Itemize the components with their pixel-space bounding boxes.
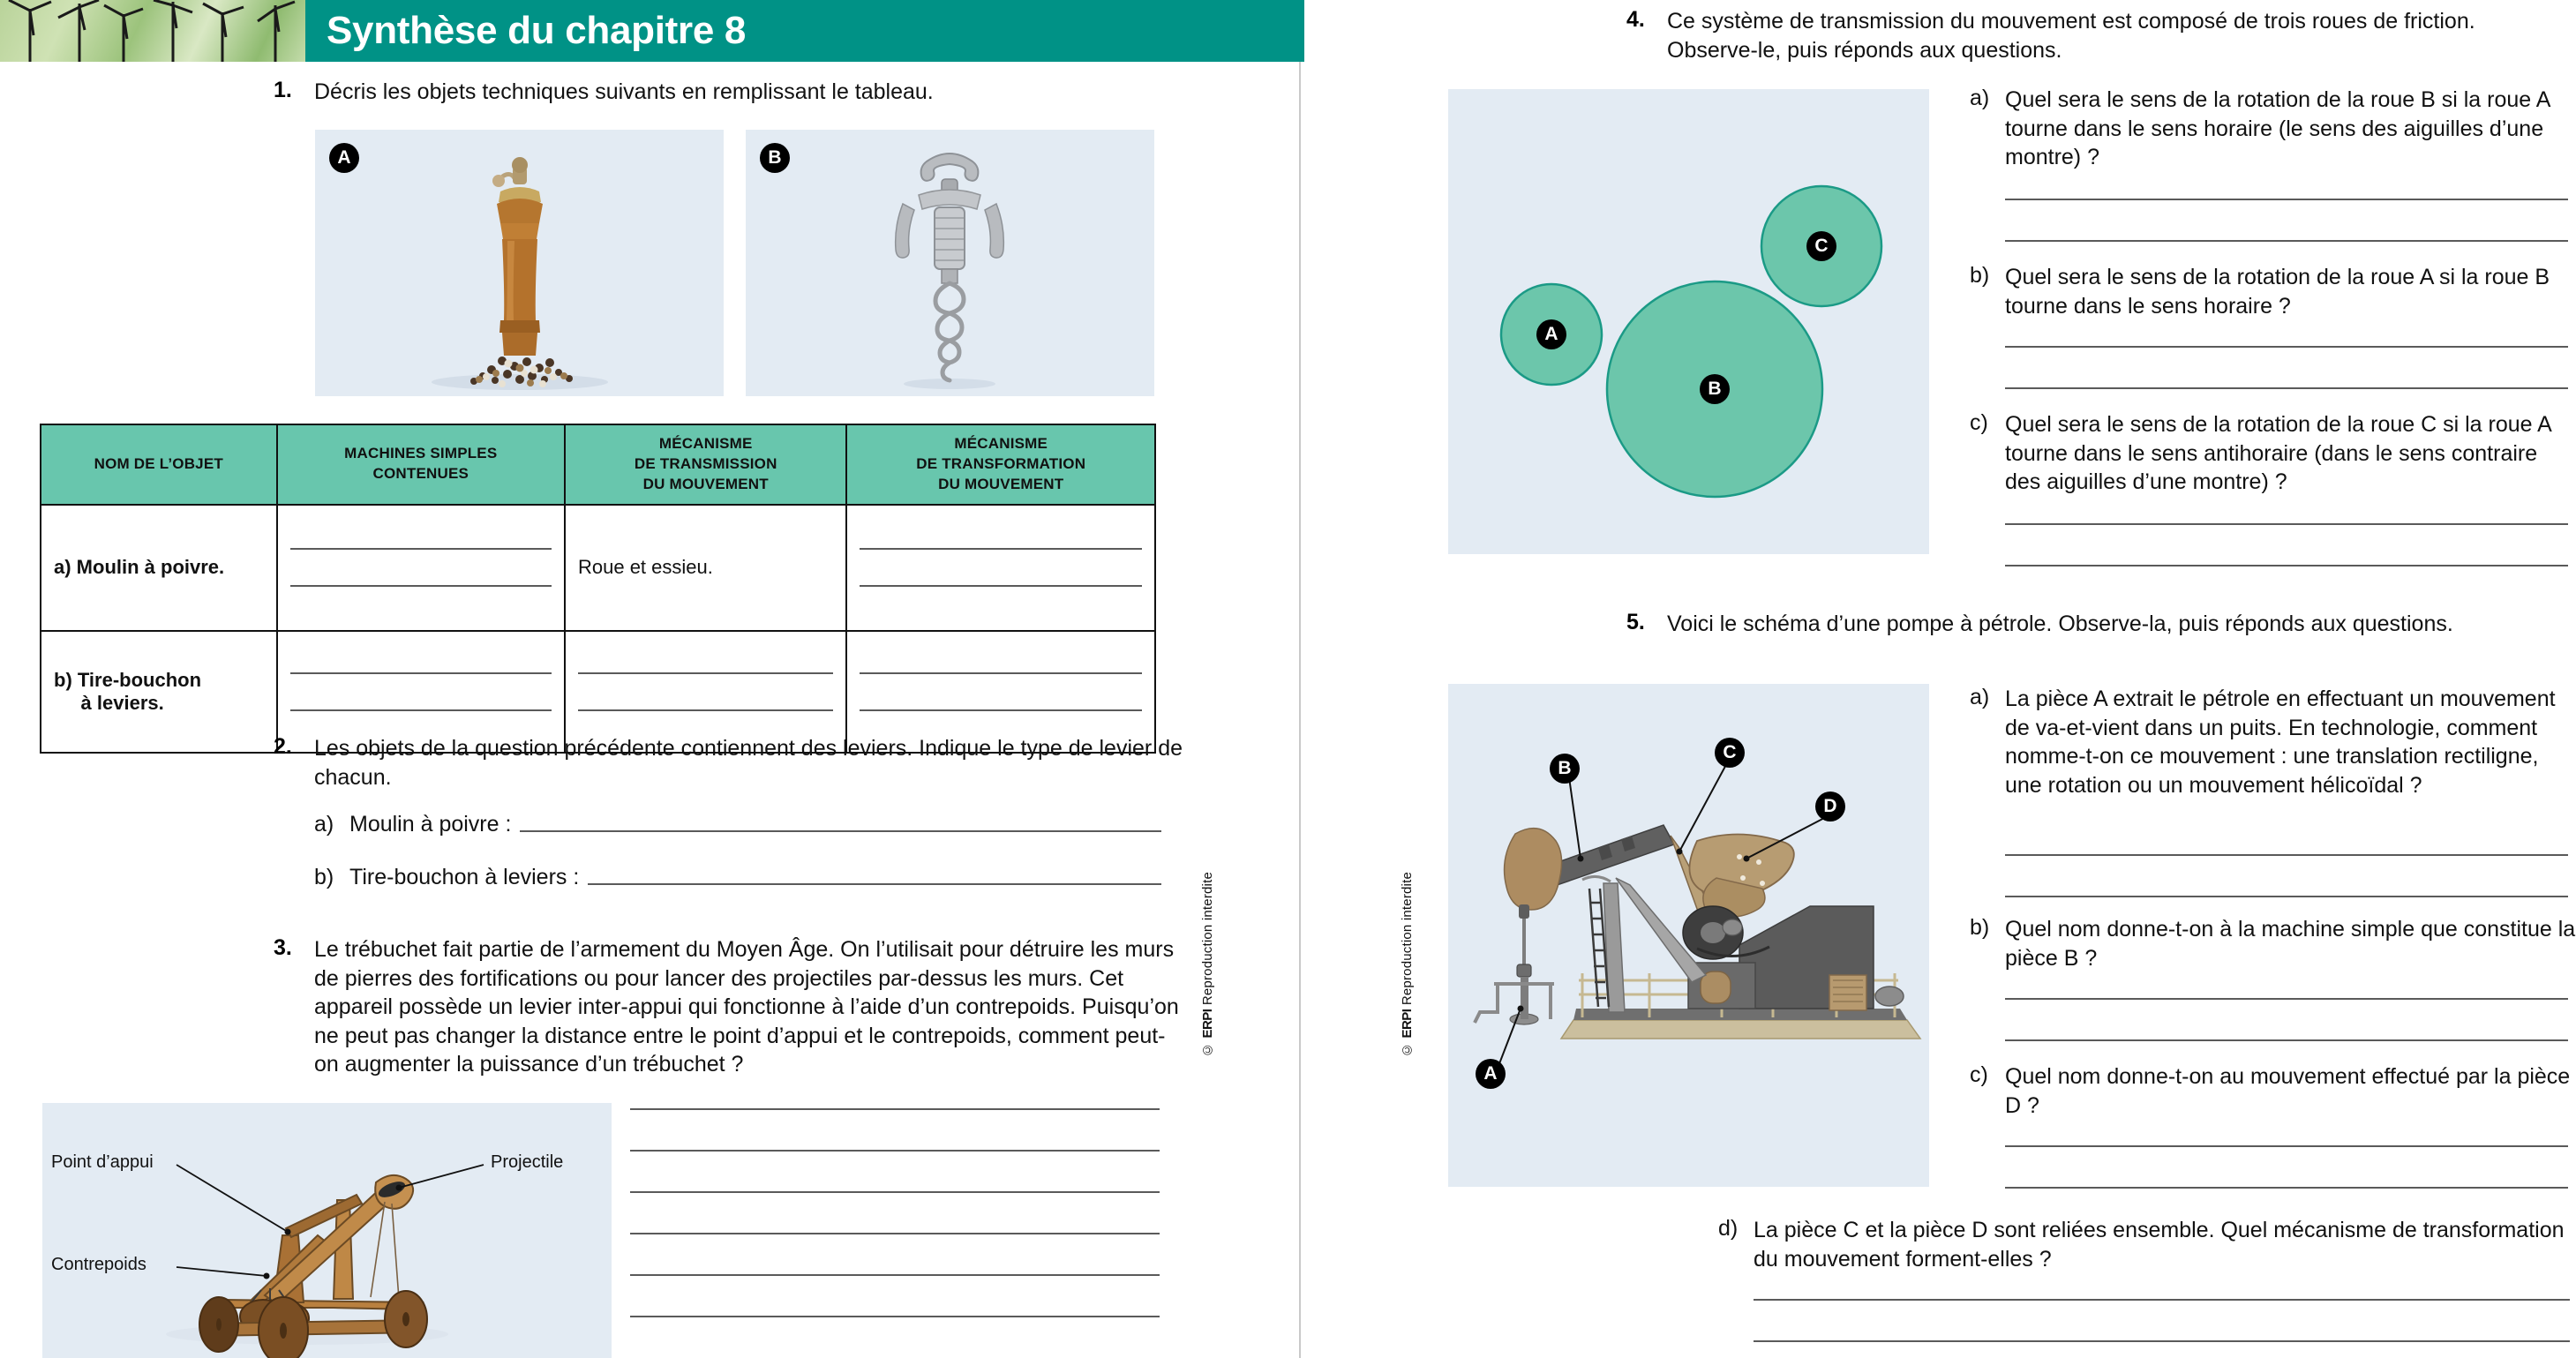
q3-answer-line-6[interactable] [630, 1316, 1160, 1317]
q4-item-a-label: a) [1970, 86, 1990, 110]
q5-c-answer-line-2[interactable] [2005, 1187, 2568, 1189]
copyright-text: Reproduction interdite [1200, 872, 1215, 1006]
cell-a-machines[interactable] [277, 505, 565, 631]
question-2-item-b [314, 865, 1161, 890]
q3-answer-line-4[interactable] [630, 1233, 1160, 1234]
trebuchet-figure [42, 1103, 612, 1358]
q3-answer-line-2[interactable] [630, 1150, 1160, 1152]
question-2-number: 2. [274, 734, 292, 759]
q5-item-c-label: c) [1970, 1062, 1988, 1087]
table-header-transformation: MÉCANISME DE TRANSFORMATION DU MOUVEMENT [846, 424, 1155, 505]
page-header [0, 0, 1304, 62]
q4-item-b-text: Quel sera le sens de la rotation de la roue A si la roue B tourne dans le sens horaire ? [2005, 265, 2550, 319]
table-header-machines: MACHINES SIMPLES CONTENUES [277, 424, 565, 505]
q2-item-b-text: Tire-bouchon à leviers : [349, 865, 580, 889]
page-title: Synthèse du chapitre 8 [305, 0, 1304, 62]
q5-b-answer-line-1[interactable] [2005, 998, 2568, 1000]
wheel-label-c: C [1806, 231, 1836, 261]
oil-pumpjack-diagram [1448, 684, 1929, 1187]
question-2-text: Les objets de la question précédente contiennent des leviers. Indique le type de levier de chacun. [314, 736, 1183, 790]
wind-turbines-photo [0, 0, 305, 62]
row-label-b: b) Tire-bouchon à leviers. [41, 631, 277, 753]
question-1-number: 1. [274, 78, 292, 102]
q2-item-b-answer-line[interactable] [588, 883, 1161, 885]
question-5-item-b [1970, 915, 2576, 972]
q4-item-a-text: Quel sera le sens de la rotation de la roue B si la roue A tourne dans le sens horaire (le sens des aiguilles d’une montre) ? [2005, 87, 2550, 169]
question-5-item-d [1718, 1216, 2570, 1273]
question-5-text: Voici le schéma d’une pompe à pétrole. Observe-la, puis réponds aux questions. [1667, 611, 2453, 636]
q4-item-b-label: b) [1970, 263, 1990, 288]
callout-point-dappui: Point d’appui [51, 1152, 154, 1172]
q5-item-d-text: La pièce C et la pièce D sont reliées ensemble. Quel mécanisme de transformation du mouvement forment-elles ? [1754, 1218, 2565, 1272]
question-3-text: Le trébuchet fait partie de l’armement du Moyen Âge. On l’utilisait pour détruire les murs de pierres des fortifications ou pour lancer des projectiles par-dessus les murs. Cet appareil possède un levier inter-appui qui fonctionne à l’aide d’un contrepoids. Puisqu’on ne peut pas changer la distance entre le point d’appui et le contrepoids, comment peut-on augmenter la puissance d’un trébuchet ? [314, 937, 1179, 1077]
question-5-item-a [1970, 685, 2576, 799]
q2-item-a-answer-line[interactable] [520, 830, 1161, 832]
q4-item-c-label: c) [1970, 410, 1988, 435]
q5-item-d-label: d) [1718, 1216, 1739, 1241]
wheel-label-a: A [1536, 319, 1566, 349]
image-badge-a: A [329, 143, 359, 173]
cell-a-transmission: Roue et essieu. [565, 505, 847, 631]
question-4-number: 4. [1626, 7, 1645, 32]
table-header-row [41, 424, 1155, 505]
question-4-item-c [1970, 410, 2576, 497]
copyright-right [1400, 872, 1415, 1057]
cell-a-transformation[interactable] [846, 505, 1155, 631]
question-3-number: 3. [274, 935, 292, 960]
q4-a-answer-line-2[interactable] [2005, 240, 2568, 242]
q5-d-answer-line-1[interactable] [1754, 1299, 2570, 1301]
q5-item-a-text: La pièce A extrait le pétrole en effectuant un mouvement de va-et-vient dans un puits. En technologie, comment nomme-t-on ce mouvement : une translation rectiligne, une rotation ou un mouvement hélicoïdal ? [2005, 687, 2556, 798]
table-header-transmission: MÉCANISME DE TRANSMISSION DU MOUVEMENT [565, 424, 847, 505]
question-2 [274, 734, 1183, 792]
copyright-brand: ERPI [1200, 1009, 1215, 1039]
q5-d-answer-line-2[interactable] [1754, 1340, 2570, 1342]
q3-answer-line-1[interactable] [630, 1108, 1160, 1110]
q4-b-answer-line-1[interactable] [2005, 346, 2568, 348]
q5-item-c-text: Quel nom donne-t-on au mouvement effectué par la pièce D ? [2005, 1064, 2571, 1118]
q4-a-answer-line-1[interactable] [2005, 199, 2568, 200]
question-5-item-c [1970, 1062, 2576, 1120]
q5-item-b-text: Quel nom donne-t-on à la machine simple que constitue la pièce B ? [2005, 917, 2576, 971]
copyright-brand-2: ERPI [1400, 1009, 1415, 1039]
question-2-item-a [314, 812, 1161, 837]
lever-corkscrew-photo [746, 130, 1154, 396]
q4-item-c-text: Quel sera le sens de la rotation de la roue C si la roue A tourne dans le sens antihoraire (dans le sens contraire des aiguilles d’une montre) ? [2005, 412, 2551, 494]
table-header-nom: NOM DE L’OBJET [41, 424, 277, 505]
q5-a-answer-line-1[interactable] [2005, 854, 2568, 856]
q4-c-answer-line-2[interactable] [2005, 565, 2568, 566]
q5-item-a-label: a) [1970, 685, 1990, 709]
question-1-text: Décris les objets techniques suivants en remplissant le tableau. [314, 79, 934, 104]
question-4-text: Ce système de transmission du mouvement est composé de trois roues de friction. Observe-le, puis réponds aux questions. [1667, 9, 2475, 63]
objects-table [40, 424, 1156, 754]
wheel-label-b: B [1700, 374, 1730, 404]
q2-item-b-label: b) [314, 865, 334, 889]
q3-answer-line-3[interactable] [630, 1191, 1160, 1193]
callout-projectile: Projectile [491, 1152, 564, 1172]
copyright-left [1200, 872, 1215, 1057]
copyright-text-2: Reproduction interdite [1400, 872, 1415, 1006]
table-row [41, 505, 1155, 631]
callout-contrepoids: Contrepoids [51, 1255, 146, 1274]
copyright-mark: © [1200, 1041, 1215, 1058]
pump-label-c: C [1715, 738, 1745, 768]
question-5 [1626, 610, 2509, 639]
question-4-item-a [1970, 86, 2576, 172]
q5-item-b-label: b) [1970, 915, 1990, 940]
q2-item-a-label: a) [314, 812, 334, 837]
row-label-a: a) Moulin à poivre. [41, 505, 277, 631]
question-3 [274, 935, 1187, 1079]
page-spread-divider [1299, 0, 1301, 1358]
pump-label-b: B [1550, 754, 1580, 784]
q3-answer-line-5[interactable] [630, 1274, 1160, 1276]
pepper-mill-photo [315, 130, 724, 396]
q4-b-answer-line-2[interactable] [2005, 387, 2568, 389]
question-1 [274, 78, 1235, 107]
image-badge-b: B [760, 143, 790, 173]
pump-label-a: A [1476, 1059, 1506, 1089]
q5-b-answer-line-2[interactable] [2005, 1039, 2568, 1041]
q5-c-answer-line-1[interactable] [2005, 1145, 2568, 1147]
question-5-number: 5. [1626, 610, 1645, 634]
copyright-mark-2: © [1400, 1041, 1415, 1058]
q4-c-answer-line-1[interactable] [2005, 523, 2568, 525]
q2-item-a-text: Moulin à poivre : [349, 812, 512, 837]
question-4-item-b [1970, 263, 2576, 320]
question-4 [1626, 7, 2562, 64]
friction-wheels-diagram [1448, 89, 1929, 554]
q5-a-answer-line-2[interactable] [2005, 896, 2568, 897]
pump-label-d: D [1815, 792, 1845, 822]
